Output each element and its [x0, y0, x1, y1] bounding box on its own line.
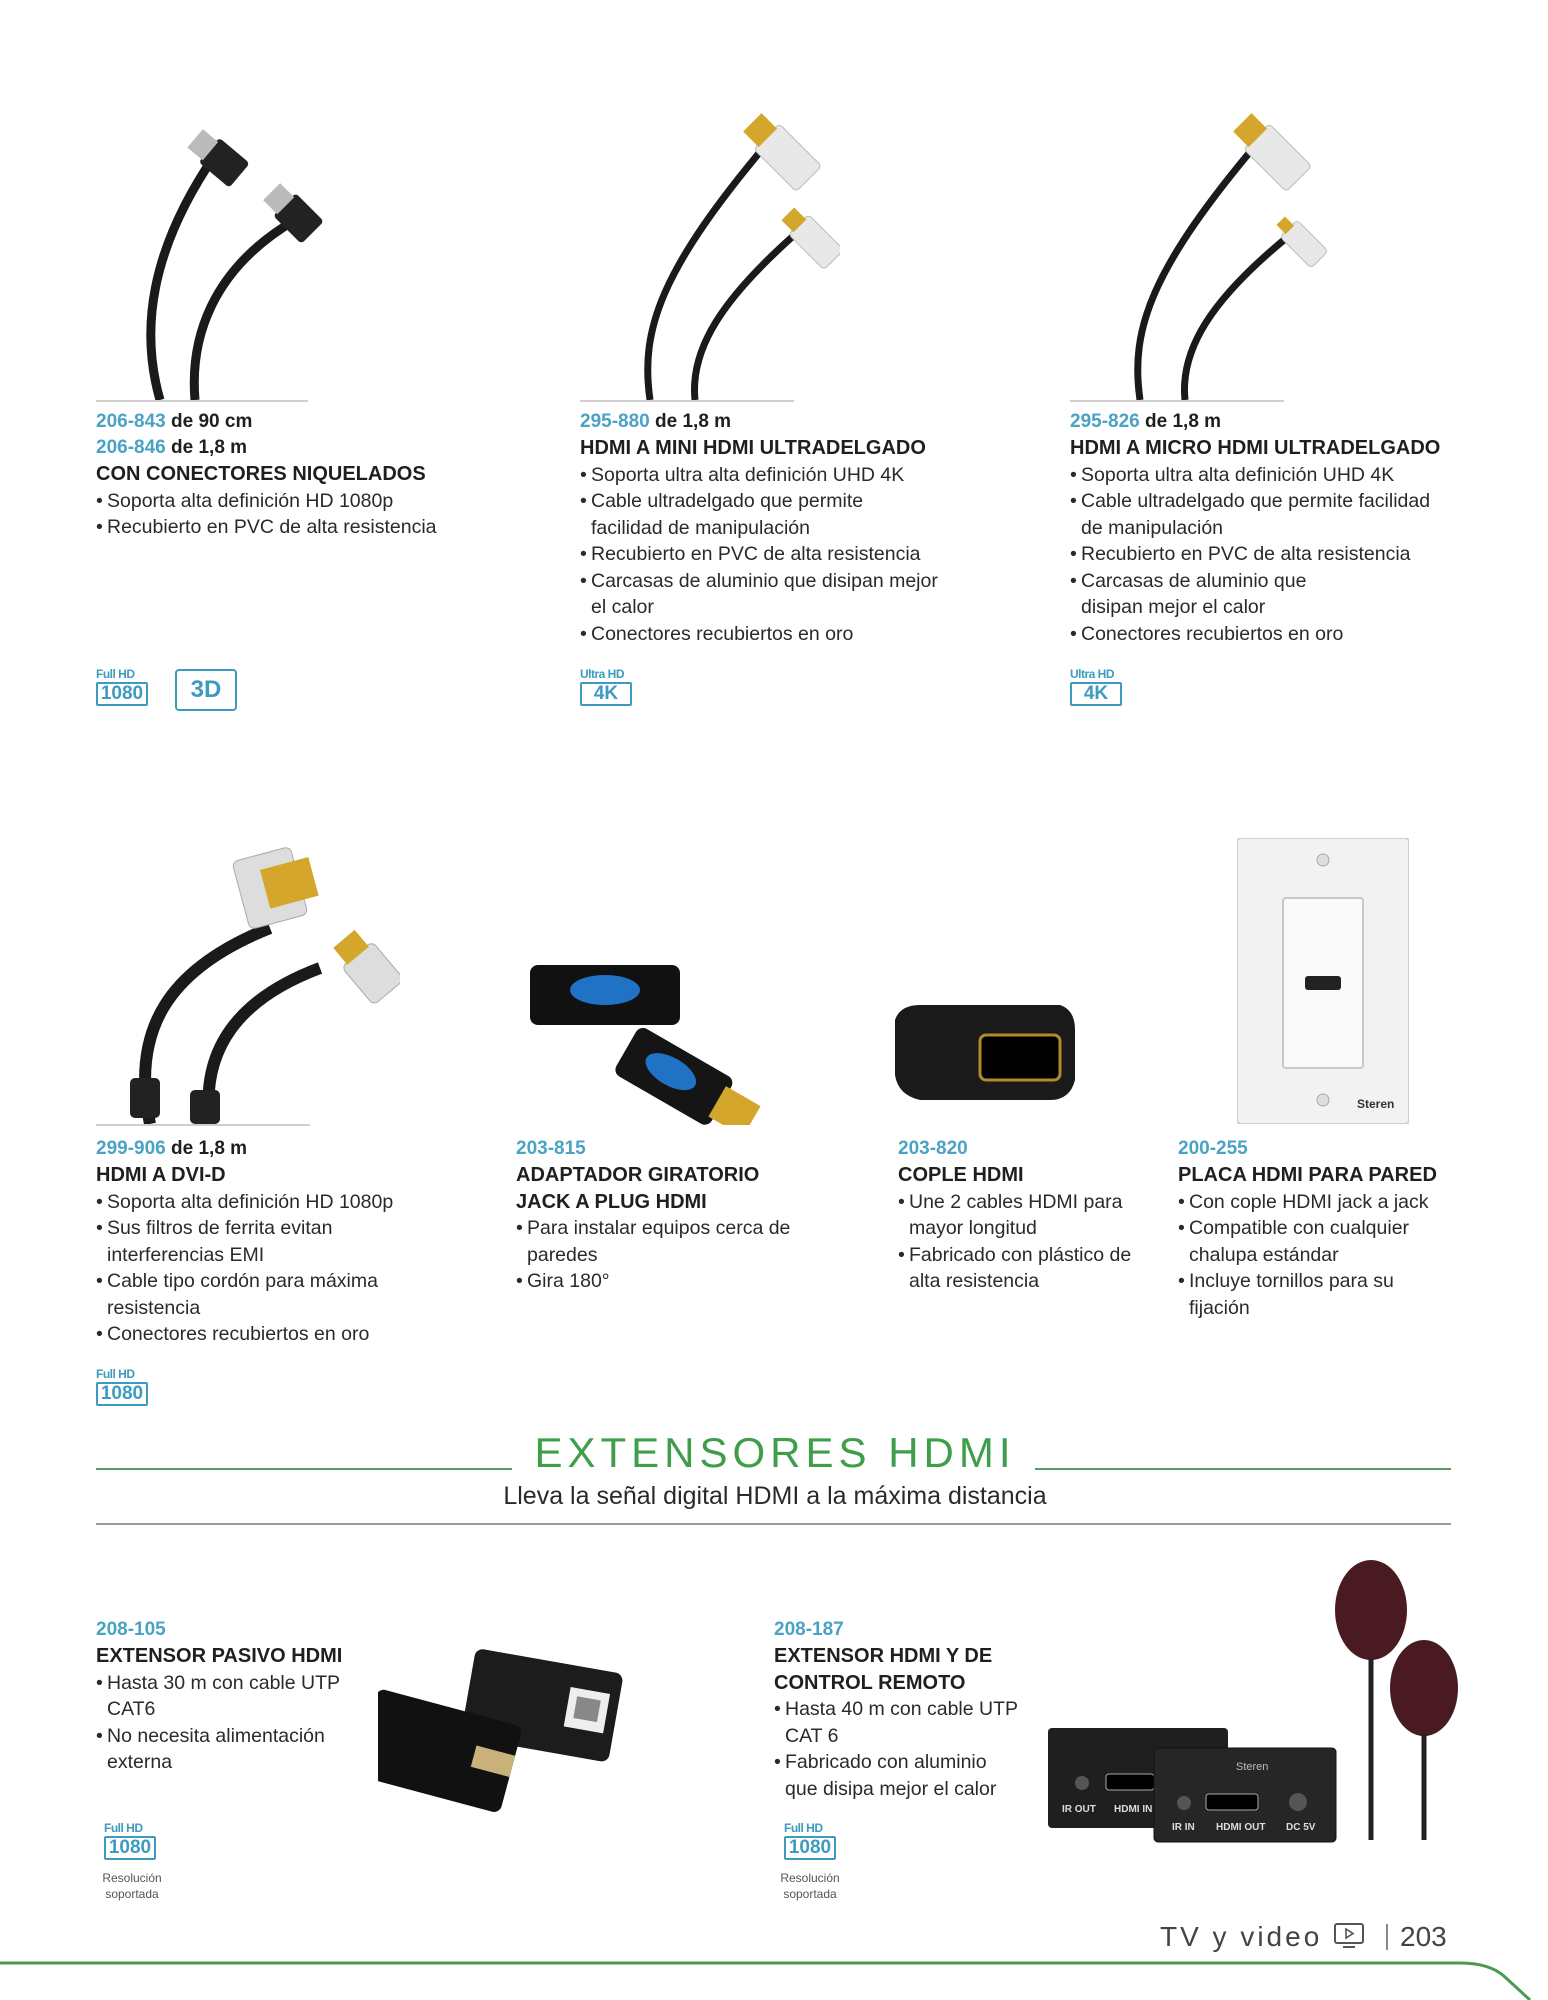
feature-item: • Recubierto en PVC de alta resistencia [96, 514, 516, 541]
feature-list [774, 1696, 1024, 1802]
badge-value: 1080 [784, 1836, 836, 1860]
tv-play-icon [1333, 1922, 1365, 1950]
feature-item: • Cable ultradelgado que permite facilidad de manipulación [1070, 488, 1440, 541]
product-title: EXTENSOR HDMI Y DE CONTROL REMOTO [774, 1645, 993, 1694]
full-hd-1080-badge [96, 668, 150, 708]
product-code-line [96, 409, 516, 435]
badge-label: Full HD [96, 1367, 135, 1381]
product-code-line [96, 1617, 376, 1643]
feature-item: • Carcasas de aluminio que disipan mejor el calor [580, 568, 940, 621]
product-title: CON CONECTORES NIQUELADOS [96, 463, 426, 485]
product-208-105 [96, 1617, 376, 1776]
feature-list [580, 462, 940, 648]
product-length: de 1,8 m [1145, 411, 1222, 432]
product-code-line [774, 1617, 1044, 1643]
port-label: DC 5V [1286, 1822, 1316, 1833]
hdmi-cable-nickel-image [120, 100, 330, 400]
product-title: PLACA HDMI PARA PARED [1178, 1164, 1437, 1186]
badge-label: Full HD [784, 1821, 823, 1835]
product-203-820 [898, 1136, 1158, 1295]
product-code: 206-843 [96, 411, 166, 432]
image-underline [96, 400, 308, 402]
badge-label: Ultra HD [580, 667, 625, 681]
product-code: 203-815 [516, 1138, 586, 1159]
port-label: HDMI OUT [1216, 1822, 1266, 1833]
product-295-826 [1070, 409, 1490, 648]
feature-item: • Soporta alta definición HD 1080p [96, 1189, 436, 1216]
product-length: de 90 cm [171, 411, 253, 432]
product-title: HDMI A MINI HDMI ULTRADELGADO [580, 437, 926, 459]
feature-item: • Conectores recubiertos en oro [1070, 621, 1440, 648]
port-label: IR IN [1172, 1822, 1195, 1833]
badge-caption: Resolución soportada [102, 1871, 162, 1901]
badge-value: 4K [1070, 682, 1122, 706]
product-206-843 [96, 409, 516, 541]
badge-caption: Resolución soportada [780, 1871, 840, 1901]
full-hd-1080-badge [96, 1368, 150, 1408]
full-hd-1080-badge [784, 1822, 838, 1862]
product-295-880 [580, 409, 980, 648]
product-code-line [898, 1136, 1158, 1162]
feature-item: • Conectores recubiertos en oro [96, 1321, 436, 1348]
feature-item: • Incluye tornillos para su fijación [1178, 1268, 1448, 1321]
feature-list [1070, 462, 1440, 648]
badge-label: Ultra HD [1070, 667, 1115, 681]
feature-item: • No necesita alimentación externa [96, 1723, 356, 1776]
product-code-line [96, 435, 516, 461]
feature-item: • Compatible con cualquier chalupa estándar [1178, 1215, 1448, 1268]
feature-item: • Fabricado con aluminio que disipa mejor el calor [774, 1749, 1024, 1802]
product-code-line [1070, 409, 1490, 435]
feature-list [96, 1670, 356, 1776]
product-title: ADAPTADOR GIRATORIO JACK A PLUG HDMI [516, 1164, 760, 1213]
feature-item: • Une 2 cables HDMI para mayor longitud [898, 1189, 1138, 1242]
feature-item: • Para instalar equipos cerca de paredes [516, 1215, 806, 1268]
product-title: HDMI A MICRO HDMI ULTRADELGADO [1070, 437, 1441, 459]
feature-item: • Hasta 30 m con cable UTP CAT6 [96, 1670, 356, 1723]
section-line-bottom [96, 1523, 1451, 1525]
product-title: HDMI A DVI-D [96, 1164, 226, 1186]
footer-category-label: TV y video [1160, 1921, 1323, 1952]
hdmi-mini-cable-image [620, 100, 840, 400]
image-underline [1070, 400, 1284, 402]
swivel-adapter-image [520, 955, 770, 1125]
feature-item: • Recubierto en PVC de alta resistencia [580, 541, 940, 568]
product-code-line [1178, 1136, 1498, 1162]
badge-label: Full HD [104, 1821, 143, 1835]
footer-separator [1386, 1924, 1388, 1950]
badge-label: Full HD [96, 667, 135, 681]
feature-list [516, 1215, 806, 1295]
feature-item: • Conectores recubiertos en oro [580, 621, 940, 648]
feature-list [96, 488, 516, 541]
badge-value: 1080 [96, 1382, 148, 1406]
port-label: IR OUT [1062, 1804, 1096, 1815]
product-code-line [96, 1136, 476, 1162]
hdmi-dvi-cable-image [130, 828, 400, 1124]
feature-item: • Sus filtros de ferrita evitan interferencias EMI [96, 1215, 436, 1268]
feature-list [898, 1189, 1138, 1295]
feature-item: • Soporta alta definición HD 1080p [96, 488, 516, 515]
product-code: 295-880 [580, 411, 650, 432]
product-code: 203-820 [898, 1138, 968, 1159]
feature-item: • Soporta ultra alta definición UHD 4K [1070, 462, 1440, 489]
steren-logo: Steren [1236, 1761, 1269, 1773]
badge-value: 1080 [104, 1836, 156, 1860]
product-code: 200-255 [1178, 1138, 1248, 1159]
section-line-left [96, 1468, 512, 1470]
full-hd-1080-badge [104, 1822, 158, 1862]
product-length: de 1,8 m [655, 411, 732, 432]
product-title: EXTENSOR PASIVO HDMI [96, 1645, 343, 1667]
feature-item: • Soporta ultra alta definición UHD 4K [580, 462, 940, 489]
product-code-line [516, 1136, 836, 1162]
section-subtitle: Lleva la señal digital HDMI a la máxima distancia [503, 1482, 1047, 1510]
product-code: 208-105 [96, 1619, 166, 1640]
ultra-hd-4k-badge [1070, 668, 1124, 708]
feature-item: • Carcasas de aluminio que disipan mejor el calor [1070, 568, 1440, 621]
feature-item: • Cable tipo cordón para máxima resistencia [96, 1268, 436, 1321]
feature-list [96, 1189, 436, 1349]
product-code: 208-187 [774, 1619, 844, 1640]
remote-extender-image [1046, 1548, 1466, 1848]
badge-value: 4K [580, 682, 632, 706]
feature-item: • Con cople HDMI jack a jack [1178, 1189, 1448, 1216]
steren-logo: Steren [1357, 1097, 1395, 1111]
section-line-right [1035, 1468, 1451, 1470]
product-200-255 [1178, 1136, 1498, 1321]
feature-list [1178, 1189, 1448, 1322]
badge-value: 1080 [96, 682, 148, 706]
footer-category [1160, 1920, 1365, 1954]
passive-extender-image [378, 1638, 640, 1818]
port-label: HDMI IN [1114, 1804, 1153, 1815]
product-299-906 [96, 1136, 476, 1348]
product-title: COPLE HDMI [898, 1164, 1024, 1186]
page-number: 203 [1400, 1921, 1447, 1952]
product-code: 295-826 [1070, 411, 1140, 432]
hdmi-coupler-image [890, 1000, 1080, 1110]
product-code: 299-906 [96, 1138, 166, 1159]
product-203-815 [516, 1136, 836, 1295]
product-length: de 1,8 m [171, 437, 248, 458]
product-length: de 1,8 m [171, 1138, 248, 1159]
image-underline [580, 400, 794, 402]
image-underline [96, 1124, 310, 1126]
product-code-line [580, 409, 980, 435]
ultra-hd-4k-badge [580, 668, 634, 708]
footer-green-line [0, 1955, 1548, 2000]
product-code: 206-846 [96, 437, 166, 458]
transmitter-unit [1154, 1748, 1336, 1842]
feature-item: • Recubierto en PVC de alta resistencia [1070, 541, 1440, 568]
section-title: EXTENSORES HDMI [534, 1429, 1016, 1476]
product-208-187 [774, 1617, 1044, 1802]
wall-plate-image [1237, 838, 1409, 1124]
feature-item: • Cable ultradelgado que permite facilidad de manipulación [580, 488, 940, 541]
feature-item: • Gira 180° [516, 1268, 806, 1295]
feature-item: • Hasta 40 m con cable UTP CAT 6 [774, 1696, 1024, 1749]
hdmi-micro-cable-image [1110, 100, 1330, 400]
3d-badge: 3D [175, 669, 237, 711]
feature-item: • Fabricado con plástico de alta resistencia [898, 1242, 1138, 1295]
